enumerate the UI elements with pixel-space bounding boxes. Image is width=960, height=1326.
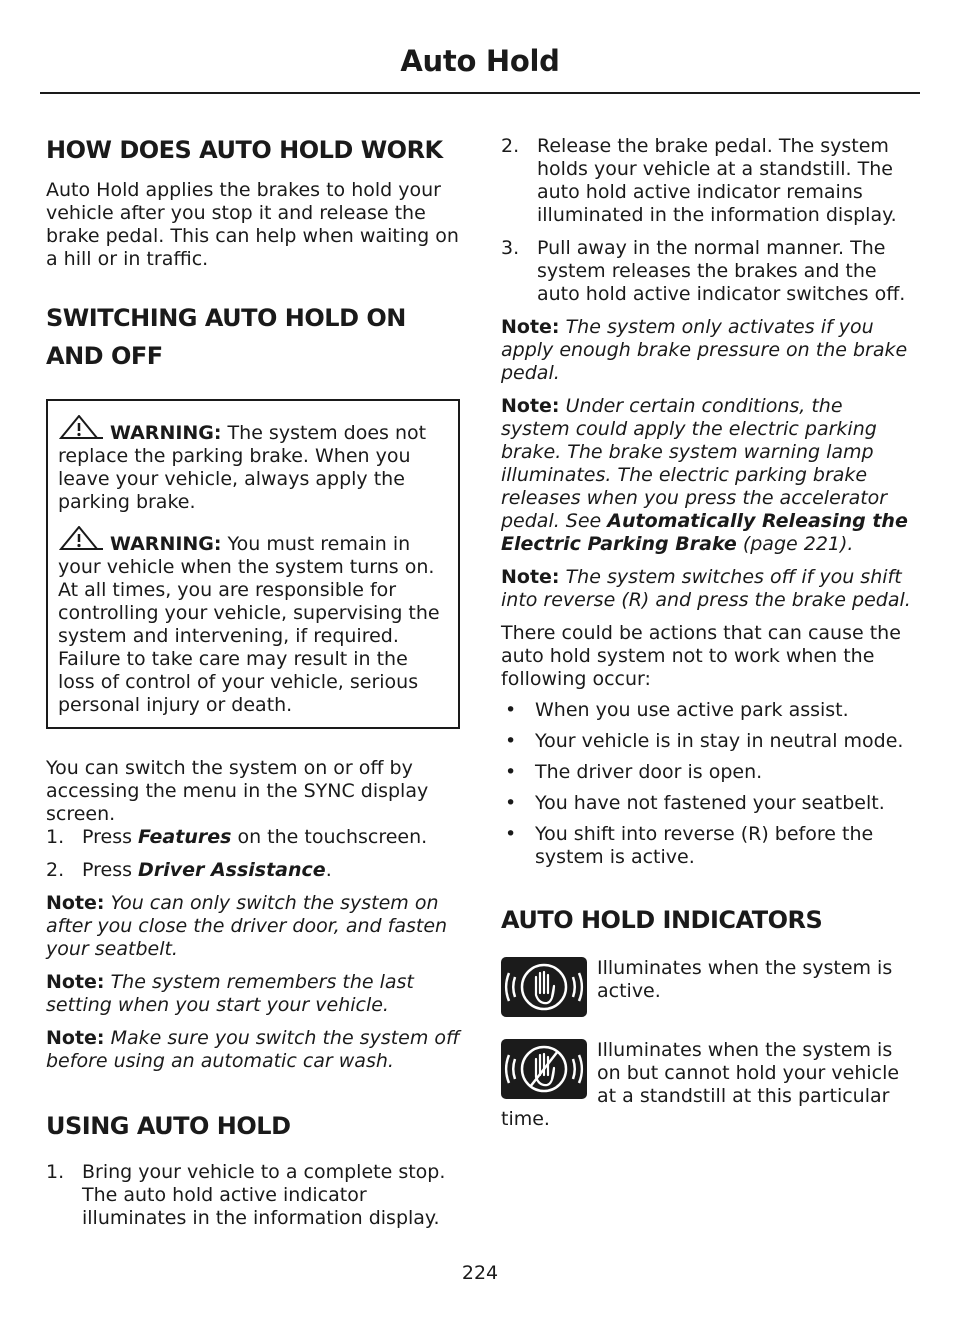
list-item: 1. Bring your vehicle to a complete stop. The auto hold active indicator illuminates in the information display.	[46, 1161, 446, 1229]
switch-steps-list	[46, 826, 460, 882]
note: Note: You can only switch the system on after you close the driver door, and fasten your seatbelt.	[46, 892, 448, 960]
switch-intro: You can switch the system on or off by accessing the menu in the SYNC display screen.	[46, 757, 429, 825]
actions-intro: There could be actions that can cause the auto hold system not to work when the following occur:	[501, 622, 901, 690]
note: Note: The system remembers the last setting when you start your vehicle.	[46, 971, 414, 1016]
list-item: • When you use active park assist.	[505, 699, 849, 721]
indicator-row-unavailable	[501, 1039, 915, 1131]
list-item: • The driver door is open.	[505, 761, 763, 783]
menu-term-driver-assistance: Driver Assistance	[138, 859, 326, 881]
warning-text: You must remain in your vehicle when the system turns on. At all times, you are responsible for controlling your vehicle, supervising the system and intervening, if required. Failure to take care may result in the loss of control of your vehicle, serious personal injury or death.	[58, 533, 440, 716]
indicator-description: Illuminates when the system is active.	[597, 957, 893, 1002]
list-item: • You have not fastened your seatbelt.	[505, 792, 885, 814]
using-steps-list-continued	[501, 135, 915, 306]
left-column	[46, 135, 460, 1230]
auto-hold-active-icon	[501, 957, 587, 1017]
warning-label: WARNING:	[110, 533, 222, 555]
section-heading-how-auto-hold-works: HOW DOES AUTO HOLD WORK	[46, 136, 443, 164]
note: Note: Make sure you switch the system off before using an automatic car wash.	[46, 1027, 460, 1072]
indicator-description: Illuminates when the system is on but cannot hold your vehicle at a standstill at this particular time.	[501, 1039, 900, 1130]
header-divider	[40, 92, 920, 94]
indicator-row-active	[501, 957, 915, 1021]
conditions-list	[501, 699, 915, 869]
section-heading-auto-hold-indicators: AUTO HOLD INDICATORS	[501, 906, 823, 934]
list-item: • You shift into reverse (R) before the system is active.	[505, 823, 874, 868]
warning-paragraph-2	[58, 526, 448, 717]
warning-paragraph-1	[58, 415, 448, 514]
warning-box	[46, 399, 460, 729]
note: Note: Under certain conditions, the system could apply the electric parking brake. The brake system warning lamp illuminates. The electric parking brake releases when you press the accelerator pedal. See Automatically Releasing the Electric Parking Brake (page 221).	[501, 395, 908, 555]
using-steps-list	[46, 1161, 460, 1230]
note: Note: The system switches off if you shift into reverse (R) and press the brake pedal.	[501, 566, 911, 611]
list-item: 3. Pull away in the normal manner. The system releases the brakes and the auto hold active indicator switches off.	[501, 237, 906, 305]
right-column	[501, 135, 915, 1131]
list-item: 1. Press Features on the touchscreen.	[46, 826, 428, 848]
warning-triangle-icon	[58, 526, 104, 550]
warning-label: WARNING:	[110, 422, 222, 444]
page-number: 224	[461, 1262, 499, 1284]
warning-text: The system does not replace the parking brake. When you leave your vehicle, always apply the parking brake.	[58, 422, 427, 513]
section-heading-switching-line1: SWITCHING AUTO HOLD ON	[46, 304, 406, 332]
cross-reference-link[interactable]: Automatically Releasing the Electric Parking Brake	[501, 510, 908, 555]
section-heading-using-auto-hold: USING AUTO HOLD	[46, 1112, 291, 1140]
page-header-title: Auto Hold	[400, 44, 560, 78]
section-body-how-auto-hold-works: Auto Hold applies the brakes to hold your vehicle after you stop it and release the brake pedal. This can help when waiting on a hill or in traffic.	[46, 179, 459, 270]
menu-term-features: Features	[138, 826, 232, 848]
auto-hold-unavailable-icon	[501, 1039, 587, 1099]
list-item: 2. Press Driver Assistance.	[46, 859, 332, 881]
list-item: 2. Release the brake pedal. The system holds your vehicle at a standstill. The auto hold active indicator remains illuminated in the information display.	[501, 135, 897, 226]
list-item: • Your vehicle is in stay in neutral mode.	[505, 730, 904, 752]
section-heading-switching-line2: AND OFF	[46, 342, 163, 370]
note: Note: The system only activates if you apply enough brake pressure on the brake pedal.	[501, 316, 908, 384]
warning-triangle-icon	[58, 415, 104, 439]
